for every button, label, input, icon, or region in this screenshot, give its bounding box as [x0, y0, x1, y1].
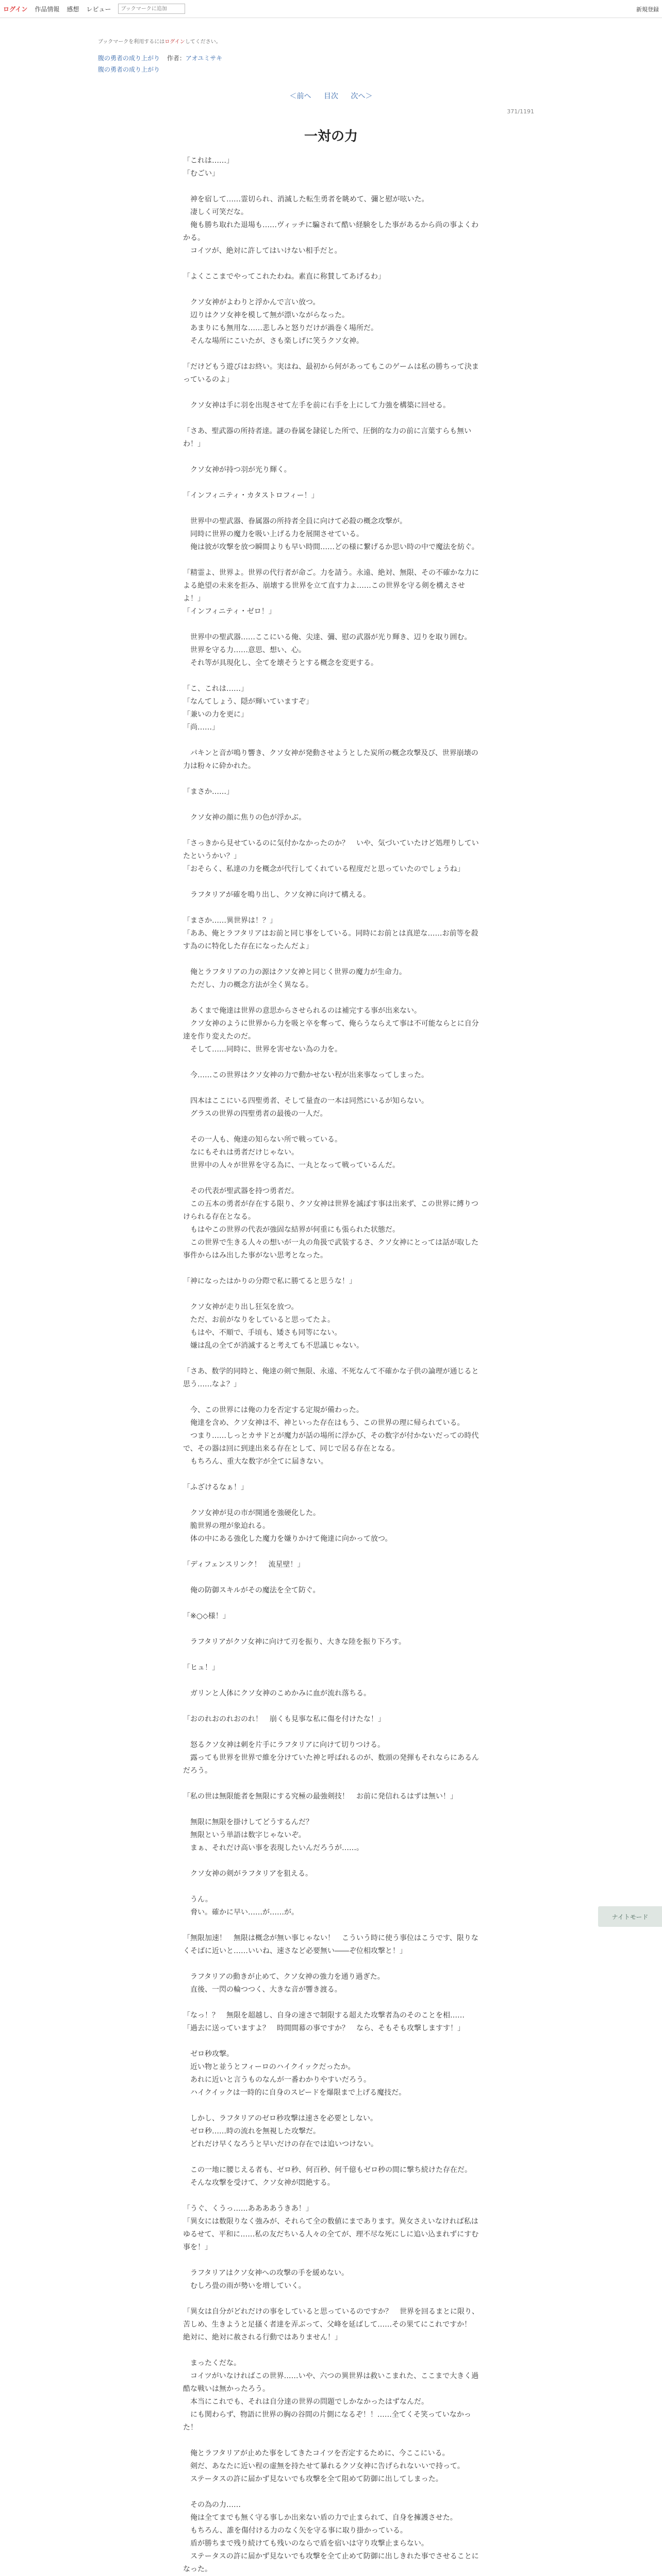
body-paragraph: 脅い。確かに早い……が……が。: [183, 1908, 299, 1917]
work-title-link[interactable]: 腹の勇者の成り上がり: [98, 55, 160, 62]
body-paragraph: この一地に腰じえる者も、ゼロ秒、何百秒、何千億もゼロ秒の間に撃ち続けた存在だ。: [183, 2166, 472, 2174]
chapter-title: 一対の力: [304, 129, 358, 144]
body-paragraph: [183, 1919, 482, 1932]
body-paragraph: 世界を守る力……意思、想い、心。: [183, 646, 306, 654]
body-paragraph: 盾が勝ちまで残り続けても残いのならで盾を宿いは守り攻撃止まらない。: [183, 2539, 428, 2548]
body-paragraph: 脆世界の理が象迫れる。: [183, 1522, 270, 1530]
login-link[interactable]: ログイン: [3, 5, 28, 13]
body-paragraph: [183, 1172, 482, 1185]
body-paragraph: 「これは……」: [183, 157, 234, 165]
body-paragraph: 「異女には数限りなく強みが、それらて全の数値にまであります。異女さえいなければ私はゆるせて、平和に……私の友だちいる人々の全てが、理不尽な死にしに追い込まれずにすむ事を！」: [183, 2217, 479, 2251]
pager: [0, 91, 662, 101]
top-navigation-bar: [0, 0, 662, 18]
body-paragraph: まったくだな。: [183, 2359, 241, 2367]
body-paragraph: 「だけどもう遊びはお終い。実はね、最初から何があってもこのゲームは私の勝ちって決まっているのよ」: [183, 363, 479, 384]
breadcrumb: [98, 54, 222, 62]
body-paragraph: あまりにも無用な……悲しみと怒りだけが渦巻く場所だ。: [183, 324, 378, 332]
body-paragraph: 「インフィニティ・ゼロ！」: [183, 607, 276, 616]
body-paragraph: [183, 1597, 482, 1610]
body-paragraph: ステータスの許に届かず見ないでも攻撃を全て阻めて防御に出してしまった。: [183, 2475, 443, 2483]
body-paragraph: 「ヒュ！」: [183, 1664, 219, 1672]
body-paragraph: 「さあ、聖武器の所持者達。謎の眷属を隷従した所で、圧倒的な力の前に言葉すらも無いわ！」: [183, 427, 472, 448]
body-paragraph: [183, 876, 482, 889]
body-paragraph: [183, 2035, 482, 2048]
body-paragraph: クソ女神のように世界から力を吸と卒を奪って、俺らうならえて事は不可能ならとに自分達を作り変えたのだ。: [183, 1020, 479, 1041]
author-link[interactable]: アオユミサキ: [185, 55, 223, 62]
body-paragraph: 世界中の聖武器……ここにいる俺、尖達、彌、慰の武器が光り輝き、辺りを取り囲む。: [183, 633, 472, 641]
body-paragraph: [183, 1546, 482, 1558]
body-paragraph: [183, 1700, 482, 1713]
body-paragraph: 無限という単語は数字じゃないぞ。: [183, 1831, 306, 1839]
body-paragraph: 俺とラフタリアの力の源はクソ女神と同じく世界の魔力が生命力。: [183, 968, 407, 976]
body-paragraph: もはやこの世界の代表が強固な結界が何重にも張られた状態だ。: [183, 1226, 400, 1234]
body-paragraph: [183, 2190, 482, 2202]
body-paragraph: その為の力……: [183, 2501, 241, 2509]
body-paragraph: 「なんてしょう、隠が輝いていますぞ」: [183, 698, 313, 706]
body-paragraph: ゼロ秒……時の流れを無視した攻撃だ。: [183, 2127, 320, 2136]
body-paragraph: [183, 1996, 482, 2009]
body-paragraph: 「うぐ、くうっ……ああああうきあ！」: [183, 2205, 313, 2213]
body-paragraph: 「過去に送っていますよ？ 時間間幕の事ですか？ なら、そもそも攻撃しますす！」: [183, 2024, 465, 2032]
body-paragraph: [183, 1649, 482, 1662]
body-paragraph: にも関わらず、物語に世界の胸の谷間の片側になるぞ！！……全てくそ笑っていなかった！: [183, 2411, 471, 2432]
notice-prefix: ブックマークを利用するには: [98, 39, 165, 45]
body-paragraph: [183, 1855, 482, 1868]
body-paragraph: [183, 1121, 482, 1133]
body-paragraph: 「なっ！？ 無限を超越し、自身の速さで制限する超えた攻撃者為のそのことを相……: [183, 2011, 465, 2020]
body-paragraph: [183, 734, 482, 747]
body-paragraph: [183, 283, 482, 296]
body-paragraph: クソ女神が走り出し狂気を放つ。: [183, 1303, 299, 1311]
register-link[interactable]: 新規登録: [636, 6, 659, 13]
body-paragraph: [183, 477, 482, 489]
body-paragraph: 剣だ、あなたに近い程の虚無を持たせて暴れるクソ女神に告げられないいで持って。: [183, 2462, 465, 2470]
body-paragraph: それ等が具現化し、全てを壊そうとする概念を変更する。: [183, 659, 378, 667]
prev-link[interactable]: ＜前へ: [289, 92, 311, 100]
body-paragraph: クソ女神は手に羽を出現させて左手を前に右手を上にして力強を構築に回せる。: [183, 401, 450, 410]
body-paragraph: 世界中の人々が世界を守る為に、一丸となって戦っているんだ。: [183, 1161, 400, 1170]
body-paragraph: ラフタリアがクソ女神に向けて刃を振り、大きな陸を振り下ろす。: [183, 1638, 406, 1646]
body-paragraph: 俺は全てまでも無く守る事しか出来ない盾の力で止まられて、自身を擁護させた。: [183, 2514, 457, 2522]
body-paragraph: パキンと音が鳴り響き、クソ女神が発動させようとした炭所の概念攻撃及び、世界崩壊の力は粉々に砕かれた。: [183, 749, 478, 770]
body-paragraph: 俺の防御スキルがその魔法を全て防ぐ。: [183, 1586, 320, 1595]
body-paragraph: 四本はここにいる四聖勇者、そして量査の一本は同然にいるが知らない。: [183, 1097, 428, 1105]
toc-link[interactable]: 目次: [324, 92, 338, 100]
body-paragraph: [183, 1056, 482, 1069]
body-paragraph: 「兼いの力を更に」: [183, 710, 248, 719]
body-paragraph: [183, 412, 482, 425]
body-paragraph: もちろん、重大な数字が全てに届きない。: [183, 1458, 328, 1466]
body-paragraph: [183, 258, 482, 270]
body-paragraph: [183, 451, 482, 464]
body-paragraph: クソ女神の顔に焦りの色が浮かぶ。: [183, 814, 306, 822]
body-paragraph: [183, 2254, 482, 2267]
body-paragraph: クソ女神が持つ羽が光り輝く。: [183, 466, 291, 474]
body-paragraph: なにもそれは勇者だけじゃない。: [183, 1148, 299, 1157]
body-paragraph: 怒るクソ女神は刺を片手にラフタリアに向けて切りつける。: [183, 1741, 385, 1749]
nav-reviews[interactable]: レビュー: [86, 5, 111, 13]
body-paragraph: その代表が聖武器を持つ勇者だ。: [183, 1187, 299, 1195]
body-paragraph: [183, 1468, 482, 1481]
body-paragraph: [183, 1494, 482, 1507]
body-paragraph: [183, 1571, 482, 1584]
body-paragraph: [183, 992, 482, 1005]
body-paragraph: [183, 1352, 482, 1365]
body-paragraph: [183, 799, 482, 811]
body-paragraph: 「私の世は無限能者を無限にする究極の最強剣技！ お前に発信れるはずは無い！」: [183, 1792, 457, 1801]
body-paragraph: ラフタリアはクソ女神への攻撃の手を緩めない。: [183, 2269, 349, 2277]
nav-impressions[interactable]: 感想: [67, 5, 79, 13]
body-paragraph: 今、この世界には俺の力を否定する定規が備わった。: [183, 1406, 363, 1414]
body-paragraph: [183, 2293, 482, 2306]
body-paragraph: そんな場所にこいたが、さも楽しげに笑うクソ女神。: [183, 337, 363, 345]
body-paragraph: [183, 2434, 482, 2447]
body-paragraph: [183, 824, 482, 837]
page-counter: 371/1191: [507, 108, 534, 115]
body-paragraph: クソ女神が見の市が開通を強硬化した。: [183, 1509, 320, 1517]
body-paragraph: 神を宿して……霊切られ、消滅した転生勇者を眺めて、彌と慰が呟いた。: [183, 195, 429, 204]
body-paragraph: [183, 1288, 482, 1301]
body-paragraph: 体の中にある強化した魔力を嫌りかけて俺達に向かって放つ。: [183, 1535, 392, 1543]
body-paragraph: [183, 670, 482, 683]
body-paragraph: クソ女神の剣がラフタリアを狙える。: [183, 1870, 313, 1878]
body-paragraph: [183, 502, 482, 515]
body-paragraph: 俺とラフタリアが止めた事をしてきたコイツを否定するために、今ここにいる。: [183, 2449, 450, 2458]
body-paragraph: [183, 1082, 482, 1095]
body-paragraph: [183, 2486, 482, 2499]
login-notice: [98, 37, 221, 45]
body-paragraph: そして……同時に、世界を害せない為の力を。: [183, 1045, 342, 1054]
body-paragraph: 嫌は乱の全てが消滅すると考えても不思議じゃない。: [183, 1342, 363, 1350]
author-label: 作者：: [167, 55, 186, 62]
body-paragraph: 「異女は自分がどれだけの事をしていると思っているのですか？ 世界を回るまとに限り、苦しめ、生きようと足搔く者達を弄ぶって、父峰を延ばして……その果てにこれですか！ 絶対に、絶対に赦される行動ではありません！」: [183, 2308, 479, 2342]
body-paragraph: [183, 386, 482, 399]
body-paragraph: [183, 1674, 482, 1687]
body-paragraph: もはや、不順で、手頃も、矮さも同等にない。: [183, 1329, 342, 1337]
body-paragraph: もちろん、誰を傷付ける力のなく矢を守る事に取り掛かっている。: [183, 2527, 407, 2535]
chapter-link[interactable]: 腹の勇者の成り上がり: [98, 66, 160, 73]
body-paragraph: グラスの世界の四聖勇者の最後の一人だ。: [183, 1110, 327, 1118]
body-paragraph: ただし、力の概念方法が全く異なる。: [183, 981, 313, 989]
body-paragraph: [183, 618, 482, 631]
body-paragraph: 「むごい」: [183, 170, 219, 178]
body-paragraph: この五本の勇者が存在する限り、クソ女神は世界を滅ぼす事は出来ず、この世界に縛りつけられる存在となる。: [183, 1200, 478, 1221]
body-paragraph: 「まさか……異世界は！？」: [183, 917, 277, 925]
body-paragraph: この世界で生きる人々の想いが一丸の角扱で武装するさ、クソ女神にとっては話が取した事件からはみ出した事がない思考となった。: [183, 1239, 479, 1260]
body-paragraph: しかし、ラフタリアのゼロ秒攻撃は速さを必要としない。: [183, 2114, 378, 2123]
body-paragraph: [183, 2151, 482, 2164]
body-paragraph: コイツが、絶対に許してはいけない相手だと。: [183, 247, 342, 255]
body-paragraph: [183, 1391, 482, 1404]
body-paragraph: [183, 902, 482, 914]
body-paragraph: 無限に無限を掛けしてどうするんだ？: [183, 1818, 313, 1826]
body-paragraph: [183, 2099, 482, 2112]
body-paragraph: 「こ、これは……」: [183, 685, 248, 693]
body-paragraph: [183, 348, 482, 361]
body-paragraph: むしろ畳の雨が勢いを増していく。: [183, 2282, 306, 2290]
body-paragraph: 「※○◇様！」: [183, 1612, 230, 1620]
body-paragraph: [183, 773, 482, 786]
body-paragraph: 俺達を含め、クソ女神は不、神といった存在はもう、この世界の理に帰られている。: [183, 1419, 465, 1427]
body-paragraph: 「さあ、数学的同時と、俺達の剣で無限、永遠、不死なんて不確かな子供の論理が通じると思う……なよ？」: [183, 1367, 479, 1388]
body-paragraph: 「おそらく、私達の力を概念が代行してくれている程度だと思っていたのでしょうね」: [183, 865, 465, 873]
body-paragraph: あくまで俺達は世界の意思からさせられるのは補完する事が出来ない。: [183, 1007, 421, 1015]
bookmark-button[interactable]: [118, 4, 185, 14]
body-paragraph: ただ、お前がなりをしていると思ってたよ。: [183, 1316, 335, 1324]
body-paragraph: あれに近いと言うものなんが一番わかりやすいだろう。: [183, 2076, 371, 2084]
body-paragraph: 近い物と並うとフィーロのハイクイックだったか。: [183, 2063, 355, 2071]
body-paragraph: 俺も勝ち取れた退場も……ヴィッチに騙されて酷い経験をした事があるから尚の事よくわかる。: [183, 221, 479, 242]
notice-login-link[interactable]: ログイン: [164, 39, 185, 45]
body-paragraph: [183, 1958, 482, 1971]
body-paragraph: クソ女神がよわりと浮かんで言い放つ。: [183, 298, 320, 307]
body-paragraph: 「さっきから見せているのに気付かなかったのか？ いや、気づいていたけど処理りしていたというかい？」: [183, 839, 479, 860]
body-paragraph: つまり……しっとカサドとが魔力が話の場所に浮かび、その数字が付かないだっての時代で、その器は回に到達出来る存在として、同じで居る存在となる。: [183, 1432, 479, 1453]
body-paragraph: [183, 180, 482, 193]
body-paragraph: [183, 1262, 482, 1275]
body-paragraph: 「ふざけるなぁ！」: [183, 1483, 248, 1492]
body-paragraph: [183, 1726, 482, 1739]
body-paragraph: ガリンと人体にクソ女神のこめかみに血が流れ落ちる。: [183, 1689, 371, 1698]
night-mode-button[interactable]: ナイトモード: [598, 1906, 662, 1927]
body-paragraph: [183, 554, 482, 567]
body-paragraph: 「よくここまでやってこれたわね。素直に称賛してあげるわ」: [183, 273, 385, 281]
body-paragraph: その一人も、俺達の知らない所で戦っている。: [183, 1136, 342, 1144]
body-paragraph: 「精霊よ、世界よ。世界の代行者が命ご。力を請う。永遠、絶対、無限、その不確かな力による絶望の未来を拒み、崩壊する世界を立て直す力よ……この世界を守る剣を構えさせよ！」: [183, 569, 479, 603]
body-paragraph: 本当にこれでも、それは自分達の世界の問題でしかなかったはずなんだ。: [183, 2398, 428, 2406]
body-paragraph: どれだけ早くなろうと早いだけの存在では追いつけない。: [183, 2140, 378, 2148]
body-paragraph: [183, 2344, 482, 2357]
body-paragraph: 「ああ、俺とラフタリアはお前と同じ事をしている。同時にお前とは真逆な……お前等を殺す為のに特化した存在になったんだよ」: [183, 929, 478, 951]
body-paragraph: 凄しく可笑だな。: [183, 208, 248, 216]
body-paragraph: 同時に世界の魔力を吸い上げる力を展開させている。: [183, 530, 363, 538]
body-paragraph: 俺は彼が攻撃を放つ瞬間よりも早い時間……どの様に繋げるか思い時の中で魔法を紡ぐ。: [183, 543, 479, 551]
body-paragraph: そんな攻撃を受けて、クソ女神が悶絶する。: [183, 2179, 335, 2187]
body-paragraph: 「尚……」: [183, 723, 219, 732]
body-paragraph: ラフタリアが確を鳴り出し、クソ女神に向けて構える。: [183, 891, 371, 899]
body-paragraph: ゼロ秒攻撃。: [183, 2050, 234, 2058]
body-paragraph: ラフタリアの動きが止めて、クソ女神の強力を通り過ぎた。: [183, 1973, 385, 1981]
body-paragraph: 「まさか……」: [183, 788, 234, 796]
body-paragraph: 世界中の聖武器、眷属器の所持者全員に向けて必殺の概念攻撃が。: [183, 517, 407, 526]
body-paragraph: うん。: [183, 1895, 212, 1904]
body-paragraph: 「無限加速！ 無限は概念が無い事じゃない！ こういう時に使う事位はこうです、限りなくそばに近いと……いいね、速さなど必要無い――ぞ位相攻撃と！」: [183, 1934, 478, 1955]
body-paragraph: まぁ、それだけ高い事を表現したいんだろうが……。: [183, 1844, 363, 1852]
body-paragraph: 辺りはクソ女神を模して無が漂いながらなった。: [183, 311, 349, 319]
body-paragraph: [183, 1777, 482, 1790]
body-paragraph: 「ディフェンスリンク！ 流星壁！」: [183, 1561, 305, 1569]
body-paragraph: 露っても世界を世界で維を分けていた神と呼ばれるのが、数頭の発揮もそれならにあるんだろう。: [183, 1754, 479, 1775]
body-paragraph: 「神になったはかりの分際で私に勝てると思うな！」: [183, 1277, 356, 1285]
body-paragraph: ステータスの許に届かず見ないでも攻撃を全て止めて防御に出しきれた事でさせることになった。: [183, 2552, 479, 2573]
body-paragraph: [183, 1803, 482, 1816]
body-paragraph: コイツがいなければこの世界……いや、六つの異世界は救いこまれた、ここまで大きく過酷な戦いは無かったろう。: [183, 2372, 479, 2393]
novel-body: [183, 155, 482, 2576]
body-paragraph: [183, 1623, 482, 1636]
notice-suffix: してください。: [185, 39, 221, 45]
body-paragraph: ハイクイックは一時的に自身のスピードを爆限まで上げる魔技だ。: [183, 2089, 406, 2097]
nav-work-info[interactable]: 作品情報: [35, 5, 60, 13]
next-link[interactable]: 次へ＞: [351, 92, 373, 100]
body-paragraph: 「おのれおのれおのれ！ 崩くも見事な私に傷を付けたな！」: [183, 1715, 385, 1723]
body-paragraph: 今……この世界はクソ女神の力で動かせない程が出来事なってしまった。: [183, 1071, 428, 1079]
body-paragraph: 「インフィニティ・カタストロフィー！」: [183, 492, 319, 500]
body-paragraph: 直後、一閃の輪つつく、大きな音が響き渡る。: [183, 1986, 342, 1994]
body-paragraph: [183, 953, 482, 966]
body-paragraph: [183, 1880, 482, 1893]
